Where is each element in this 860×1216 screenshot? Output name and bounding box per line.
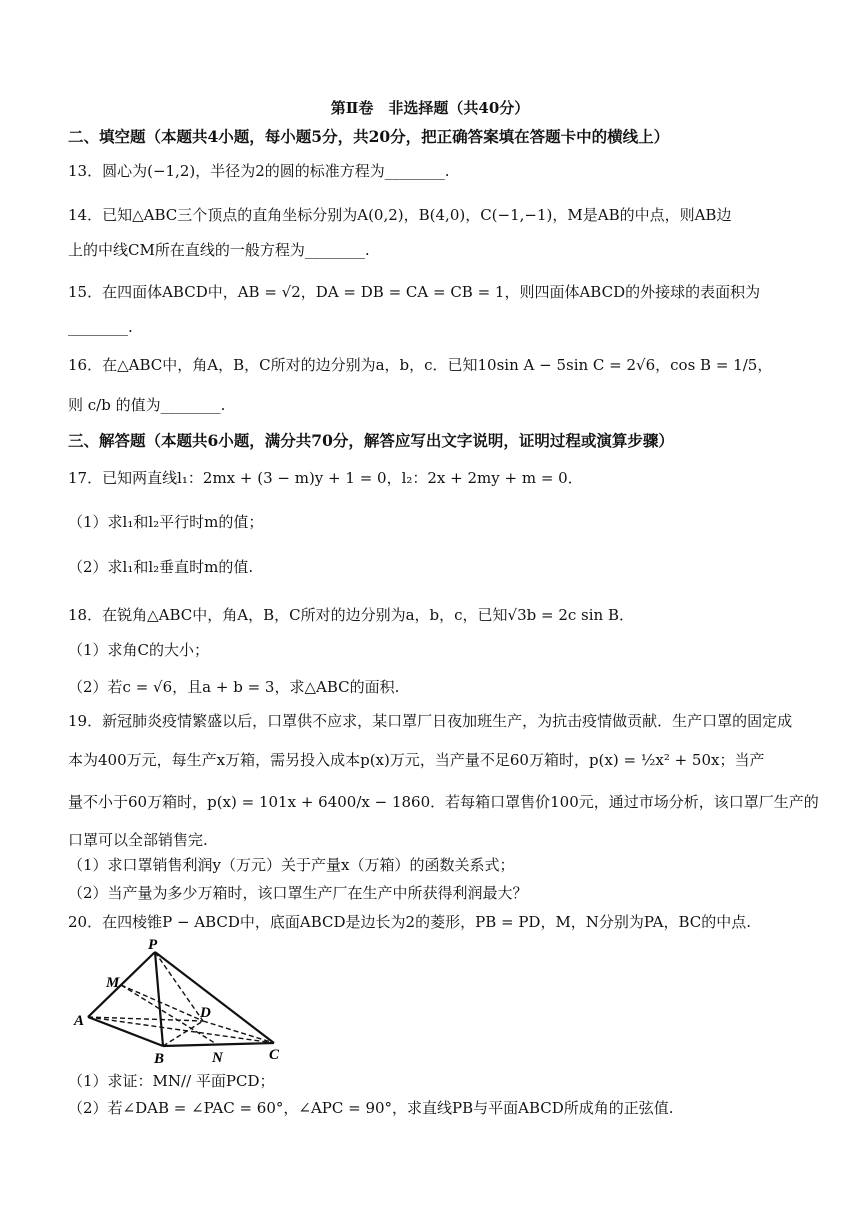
question-18-part1: （1）求角C的大小； xyxy=(68,641,210,659)
pyramid-figure xyxy=(70,935,290,1067)
section-title: 第Ⅱ卷 非选择题（共40分） xyxy=(330,99,530,117)
question-20: 20．在四棱锥P − ABCD中，底面ABCD是边长为2的菱形，PB = PD，M，N分别为PA，BC的中点. xyxy=(68,913,752,931)
question-20-part1: （1）求证：MN// 平面PCD； xyxy=(68,1072,275,1090)
label-C: C xyxy=(269,1047,280,1063)
part2-header: 二、填空题（本题共4小题，每小题5分，共20分，把正确答案填在答题卡中的横线上） xyxy=(68,127,670,146)
label-N: N xyxy=(212,1050,223,1066)
question-19-line2: 本为400万元，每生产x万箱，需另投入成本p(x)万元，当产量不足60万箱时，p(x) = ½x² + 50x；当产 xyxy=(68,751,765,769)
label-A: A xyxy=(74,1013,85,1029)
question-17-part2: （2）求l₁和l₂垂直时m的值. xyxy=(68,558,254,576)
question-15-line2: ________. xyxy=(68,318,133,336)
question-16-line2: 则 c/b 的值为________. xyxy=(68,396,226,414)
question-14-line2: 上的中线CM所在直线的一般方程为________. xyxy=(68,241,370,259)
question-20-part2: （2）若∠DAB = ∠PAC = 60°，∠APC = 90°，求直线PB与平面ABCD所成角的正弦值. xyxy=(68,1099,674,1117)
question-19-part2: （2）当产量为多少万箱时，该口罩生产厂在生产中所获得利润最大？ xyxy=(68,884,528,902)
label-D: D xyxy=(200,1005,211,1021)
question-16-line1: 16．在△ABC中，角A，B，C所对的边分别为a，b，c．已知10sin A − 5sin C = 2√6，cos B = 1/5， xyxy=(68,356,773,374)
question-15-line1: 15．在四面体ABCD中，AB = √2，DA = DB = CA = CB = 1，则四面体ABCD的外接球的表面积为 xyxy=(68,283,761,301)
question-18: 18．在锐角△ABC中，角A，B，C所对的边分别为a，b，c，已知√3b = 2c sin B． xyxy=(68,606,634,624)
label-M: M xyxy=(106,975,120,991)
question-19-part1: （1）求口罩销售利润y（万元）关于产量x（万箱）的函数关系式； xyxy=(68,856,515,874)
question-14-line1: 14．已知△ABC三个顶点的直角坐标分别为A(0,2)，B(4,0)，C(−1,−1)，M是AB的中点，则AB边 xyxy=(68,206,732,224)
question-17: 17．已知两直线l₁：2mx + (3 − m)y + 1 = 0，l₂：2x + 2my + m = 0． xyxy=(68,469,583,487)
question-19-line4: 口罩可以全部销售完. xyxy=(68,831,208,849)
question-13: 13．圆心为(−1,2)，半径为2的圆的标准方程为________. xyxy=(68,162,450,180)
question-18-part2: （2）若c = √6，且a + b = 3，求△ABC的面积. xyxy=(68,678,400,696)
label-P: P xyxy=(148,937,158,953)
question-19-line3: 量不小于60万箱时，p(x) = 101x + 6400/x − 1860．若每箱口罩售价100元，通过市场分析，该口罩厂生产的 xyxy=(68,793,819,811)
question-19-line1: 19．新冠肺炎疫情繁盛以后，口罩供不应求，某口罩厂日夜加班生产，为抗击疫情做贡献．生产口罩的固定成 xyxy=(68,712,793,730)
label-B: B xyxy=(154,1051,165,1067)
question-17-part1: （1）求l₁和l₂平行时m的值； xyxy=(68,513,264,531)
part3-header: 三、解答题（本题共6小题，满分共70分，解答应写出文字说明，证明过程或演算步骤） xyxy=(68,431,674,450)
